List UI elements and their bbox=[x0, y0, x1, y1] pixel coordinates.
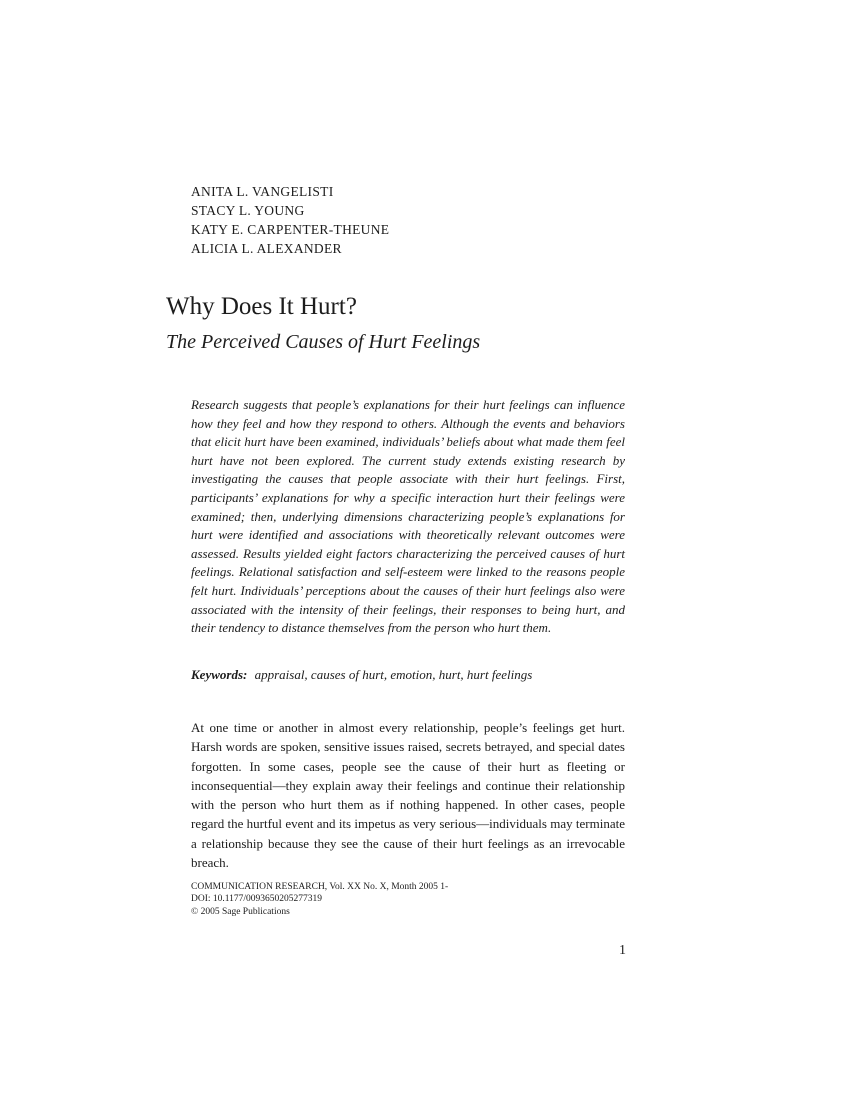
keywords-line bbox=[191, 666, 631, 684]
doi: DOI: 10.1177/0093650205277319 bbox=[191, 894, 323, 905]
abstract: Research suggests that people’s explanations for their hurt feelings can influence how they feel and how they respond to others. Although the events and behaviors that elicit hurt have been examined, individuals’ beliefs about what made them feel hurt have not been explored. The current study extends existing research by investigating the causes that people associate with their hurt feelings. First, participants’ explanations for why a specific interaction hurt their feelings were examined; then, underlying dimensions characterizing people’s explanations for hurt were identified and associations with theoretically relevant outcomes were assessed. Results yielded eight factors characterizing the perceived causes of hurt feelings. Relational satisfaction and self-esteem were linked to the reasons people felt hurt. Individuals’ perceptions about the causes of their hurt feelings also were associated with the intensity of their feelings, their responses to being hurt, and their tendency to distance themselves from the person who hurt them. bbox=[191, 397, 625, 636]
article-title: Why Does It Hurt? bbox=[166, 293, 357, 320]
author-list bbox=[191, 182, 389, 258]
author-name: STACY L. YOUNG bbox=[191, 203, 305, 218]
author-name: KATY E. CARPENTER-THEUNE bbox=[191, 222, 390, 237]
keywords-text: appraisal, causes of hurt, emotion, hurt, hurt feelings bbox=[254, 667, 533, 682]
author-name: ALICIA L. ALEXANDER bbox=[191, 241, 342, 256]
publication-footer bbox=[191, 881, 448, 918]
article-subtitle: The Perceived Causes of Hurt Feelings bbox=[166, 331, 481, 353]
author-name: ANITA L. VANGELISTI bbox=[191, 184, 334, 199]
keywords-label: Keywords: bbox=[191, 667, 248, 682]
body-paragraph: At one time or another in almost every relationship, people’s feelings get hurt. Harsh words are spoken, sensitive issues raised, secrets betrayed, and special dates forgotten. In some cases, people see the cause of their hurt as fleeting or inconsequential—they explain away their feelings and continue their relationship with the person who hurt them as if nothing happened. In other cases, people regard the hurtful event and its impetus as very serious—individuals may terminate a relationship because they see the cause of their hurt feelings as an irrevocable breach. bbox=[191, 720, 625, 871]
page-number: 1 bbox=[619, 943, 626, 958]
copyright-notice: © 2005 Sage Publications bbox=[191, 906, 290, 917]
journal-citation: COMMUNICATION RESEARCH, Vol. XX No. X, Month 2005 1- bbox=[191, 882, 449, 892]
